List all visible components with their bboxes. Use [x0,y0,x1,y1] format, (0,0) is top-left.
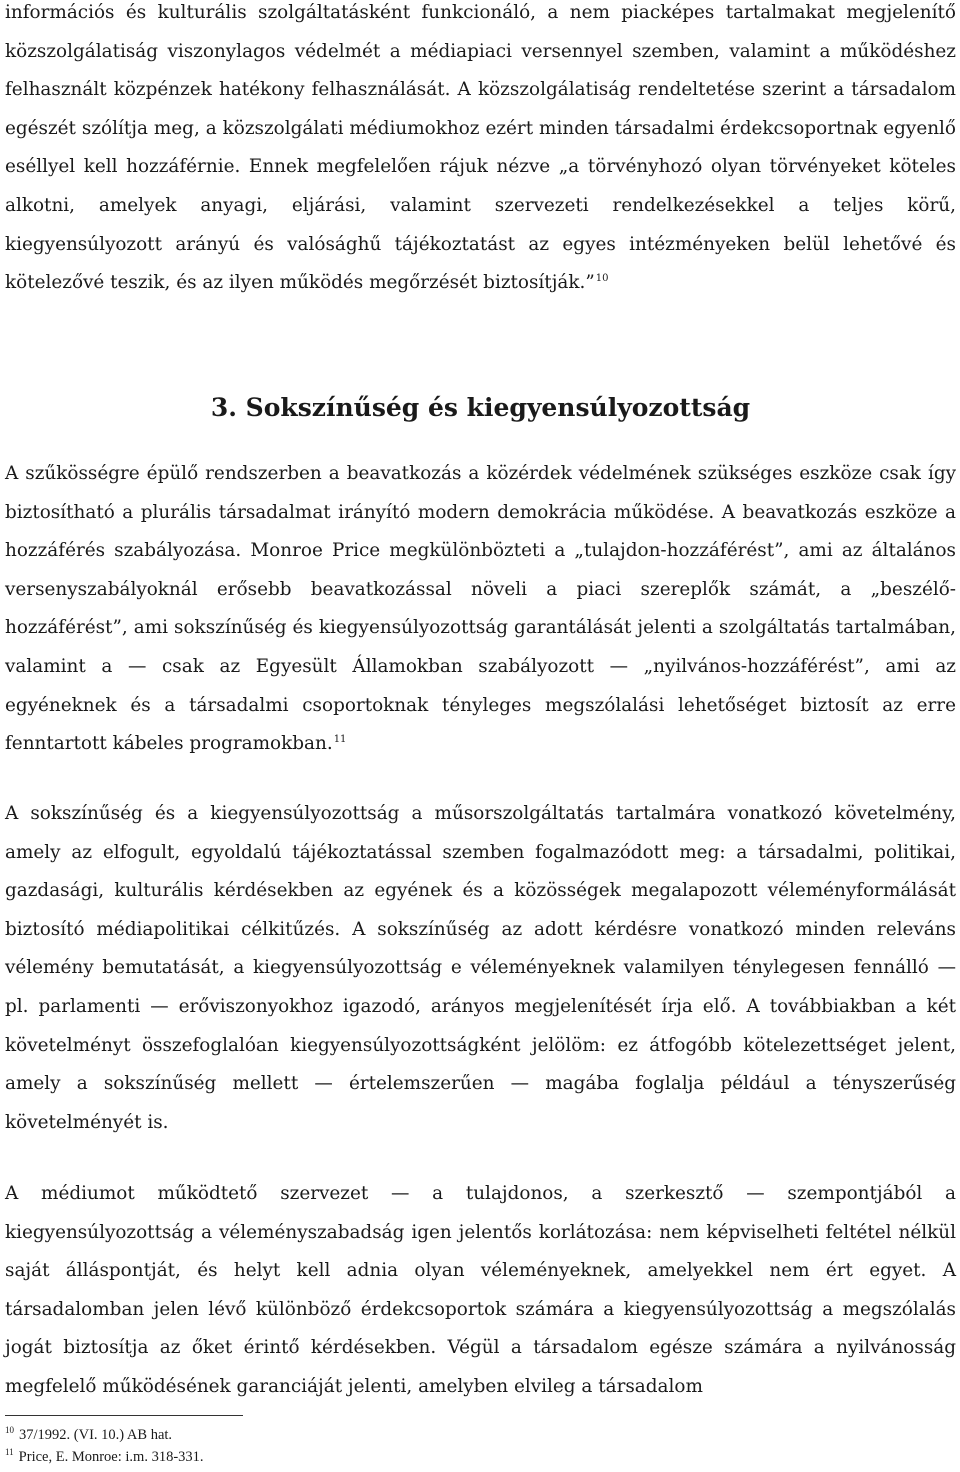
footnote-divider [5,1415,243,1416]
footnote-text: Price, E. Monroe: i.m. 318-331. [18,1449,204,1465]
footnotes-list [5,1424,204,1468]
paragraph [5,455,956,764]
footnote-text: 37/1992. (VI. 10.) AB hat. [19,1427,173,1443]
section-heading: 3. Sokszínűség és kiegyensúlyozottság [210,393,751,422]
paragraph [5,0,956,303]
paragraph [5,795,956,1142]
paragraph-text: A sokszínűség és a kiegyensúlyozottság a műsorszolgáltatás tartalmára vonatkozó követelmény, amely az elfogult, egyoldalú tájékoztatással szemben fogalmazódott meg: a társadalmi, politikai, gazdasági, kulturális kérdésekben az egyének és a közösségek megalapozott véleményformálását biztosító médiapolitikai célkitűzés. A sokszínűség az adott kérdésre vonatkozó minden releváns vélemény bemutatását, a kiegyensúlyozottság e véleményeknek valamilyen ténylegesen fennálló — pl. parlamenti — erőviszonyokhoz igazodó, arányos megjelenítését írja elő. A továbbiakban a két követelményt összefoglalóan kiegyensúlyozottságként jelölöm: ez átfogóbb kötelezettséget jelent, amely a sokszínűség mellett — értelemszerűen — magába foglalja például a tényszerűség követelményét is. [5,803,956,1133]
footnote-number: 10 [5,1425,14,1436]
paragraph-text: A médiumot működtető szervezet — a tulajdonos, a szerkesztő — szempontjából a kiegyensúlyozottság a véleményszabadság igen jelentős korlátozása: nem képviselheti feltétel nélkül saját álláspontját, és helyt kell adnia olyan véleményeknek, amelyekkel nem ért egyet. A társadalomban jelen lévő különböző érdekcsoportok számára a kiegyensúlyozottság a megszólalás jogát biztosítja az őket érintő kérdésekben. Végül a társadalom egésze számára a nyilvánosság megfelelő működésének garanciáját jelenti, amelyben elvileg a társadalom [5,1183,956,1397]
footnote-item [5,1446,204,1468]
footnote-ref: 10 [595,273,609,285]
paragraph-text: A szűkösségre épülő rendszerben a beavatkozás a közérdek védelmének szükséges eszköze csak így biztosítható a plurális társadalmat irányító modern demokrácia működése. A beavatkozás eszköze a hozzáférés szabályozása. Monroe Price megkülönbözteti a „tulajdon-hozzáférést”, ami az általános versenyszabályoknál erősebb beavatkozással növeli a piaci szereplők számát, a „beszélő-hozzáférést”, ami sokszínűség és kiegyensúlyozottság garantálását jelenti a szolgáltatás tartalmában, valamint a — csak az Egyesült Államokban szabályozott — „nyilvános-hozzáférést”, ami az egyéneknek és a társadalmi csoportoknak tényleges megszólalási lehetőséget biztosít az erre fenntartott kábeles programokban. [5,463,956,755]
footnote-number: 11 [5,1447,14,1458]
paragraph-text: információs és kulturális szolgáltatásként funkcionáló, a nem piacképes tartalmakat megjelenítő közszolgálatiság viszonylagos védelmét a médiapiaci versennyel szemben, valamint a működéshez felhasznált közpénzek hatékony felhasználását. A közszolgálatiság rendeltetése szerint a társadalom egészét szólítja meg, a közszolgálati médiumokhoz ezért minden társadalmi érdekcsoportnak egyenlő eséllyel kell hozzáférnie. Ennek megfelelően rájuk nézve „a törvényhozó olyan törvényeket köteles alkotni, amelyek anyagi, eljárási, valamint szervezeti rendelkezésekkel a teljes körű, kiegyensúlyozott arányú és valósághű tájékoztatást az egyes intézményeken belül lehetővé és kötelezővé teszik, és az ilyen működés megőrzését biztosítják.” [5,2,956,294]
footnote-ref: 11 [333,734,347,746]
footnote-item [5,1424,204,1446]
paragraph [5,1175,956,1407]
